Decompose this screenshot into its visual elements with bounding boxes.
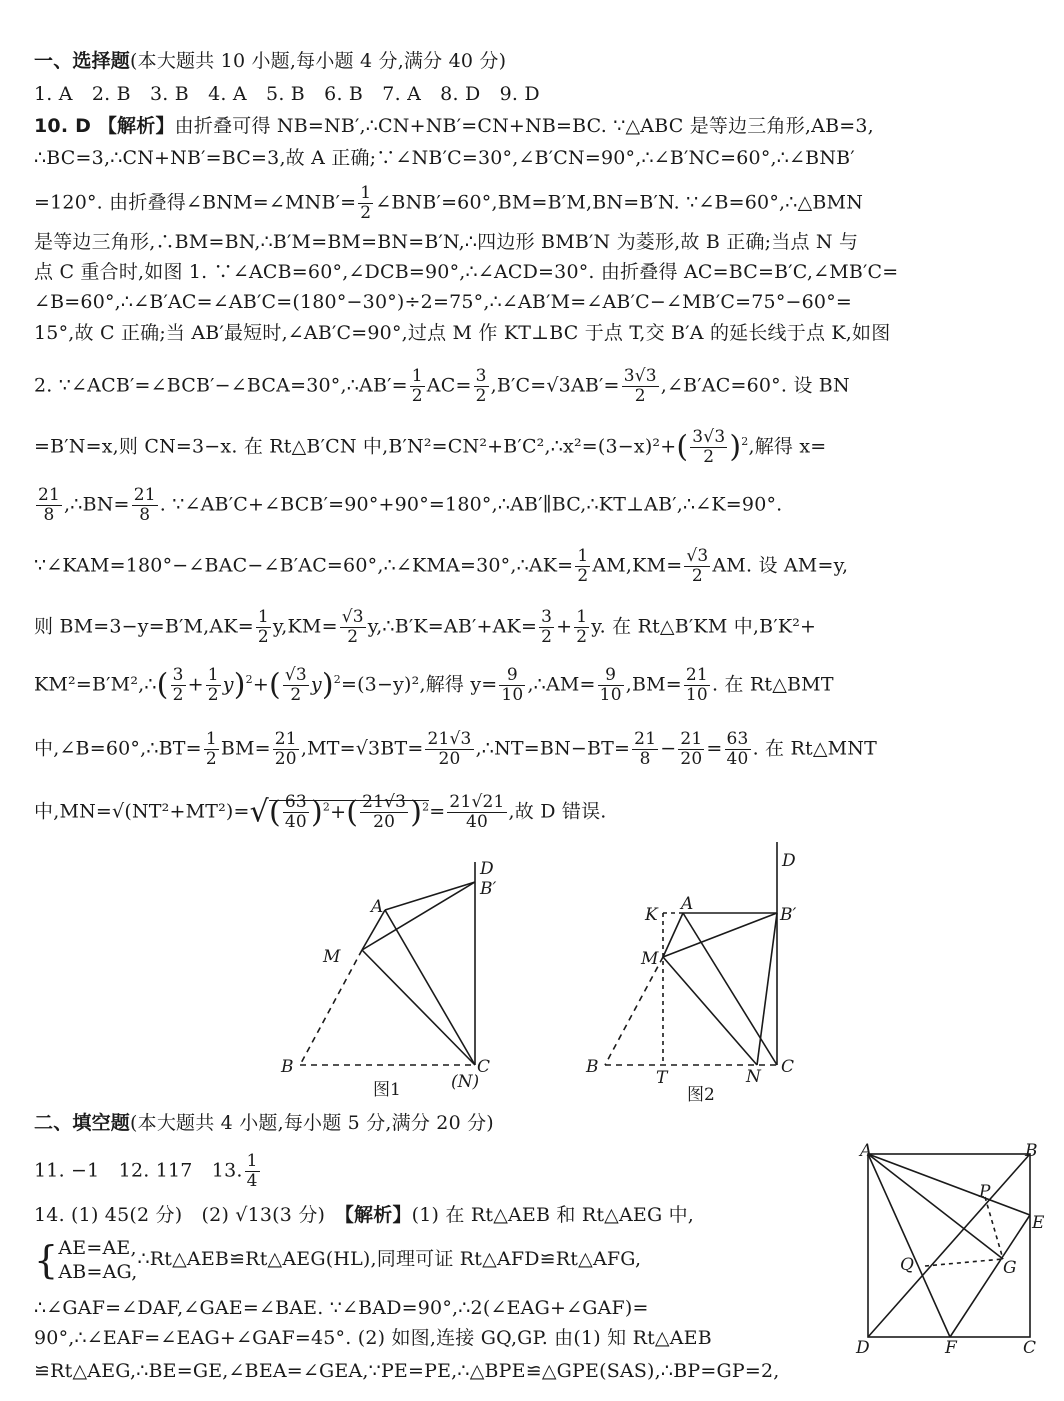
q10-line-5: 点 C 重合时,如图 1. ∵∠ACB=60°,∠DCB=90°,∴∠ACD=30°. 由折叠得 AC=BC=B′C,∠MB′C= bbox=[34, 261, 899, 283]
fig3-label-F: F bbox=[945, 1338, 957, 1355]
section1-title: 一、选择题 bbox=[34, 50, 131, 72]
fig1-label-B-prime: B′ bbox=[480, 879, 497, 899]
fig1-caption: 图1 bbox=[373, 1080, 401, 1100]
fig3-label-C: C bbox=[1023, 1338, 1037, 1355]
q14-line-4: 90°,∴∠EAF=∠EAG+∠GAF=45°. (2) 如图,连接 GQ,GP. 由(1) 知 Rt△AEB bbox=[34, 1327, 712, 1349]
fig3-label-A: A bbox=[860, 1141, 873, 1161]
section2-header bbox=[34, 1110, 1046, 1136]
q10-line-2: ∴BC=3,∴CN+NB′=BC=3,故 A 正确;∵∠NB′C=30°,∠B′CN=90°,∴∠B′NC=60°,∴∠BNB′ bbox=[34, 147, 855, 169]
q10-line-12: 则 BM=3−y=B′M,AK= $\frac{1}{2}$ y,KM= $\frac{√3}{2}$ y,∴B′K=AB′+AK= $\frac{3}{2}$ + $\frac{1}{2}$ y. 在 Rt△B′KM 中,B′K²+ bbox=[34, 607, 817, 647]
fig3-label-B: B bbox=[1025, 1141, 1038, 1161]
figure-2 bbox=[575, 840, 835, 1105]
fig2-label-T: T bbox=[656, 1068, 668, 1088]
fig2-caption: 图2 bbox=[687, 1085, 715, 1105]
q14-line-5: ≌Rt△AEG,∴BE=GE,∠BEA=∠GEA,∵PE=PE,∴△BPE≌△GPE(SAS),∴BP=GP=2, bbox=[34, 1360, 780, 1382]
fig1-label-N: (N) bbox=[451, 1072, 480, 1092]
fig2-label-C: C bbox=[781, 1057, 795, 1077]
figure-3 bbox=[855, 1140, 1060, 1355]
fig2-label-M: M bbox=[641, 949, 659, 969]
fig1-label-A: A bbox=[371, 897, 384, 917]
section1-header bbox=[34, 48, 1046, 74]
section2-note: (本大题共 4 小题,每小题 5 分,满分 20 分) bbox=[130, 1112, 494, 1134]
section1-note: (本大题共 10 小题,每小题 4 分,满分 40 分) bbox=[130, 50, 507, 72]
fig3-label-E: E bbox=[1032, 1213, 1045, 1233]
section1-answers: 1. A 2. B 3. B 4. A 5. B 6. B 7. A 8. D 9. D bbox=[34, 83, 540, 105]
fig2-label-K: K bbox=[645, 905, 658, 925]
q10-line-10: $\frac{21}{8}$ ,∴BN= $\frac{21}{8}$ . ∵∠AB′C+∠BCB′=90°+90°=180°,∴AB′∥BC,∴KT⊥AB′,∴∠K=90°. bbox=[38, 485, 783, 525]
fig2-label-A: A bbox=[681, 894, 694, 914]
figure-1 bbox=[270, 850, 520, 1105]
fig3-label-P: P bbox=[979, 1182, 991, 1202]
q14-line-3: ∴∠GAF=∠DAF,∠GAE=∠BAE. ∵∠BAD=90°,∴2(∠EAG+∠GAF)= bbox=[34, 1297, 649, 1319]
fig3-label-D: D bbox=[856, 1338, 870, 1355]
q10-label: 10. D 【解析】 bbox=[34, 115, 175, 137]
fig2-label-B: B bbox=[586, 1057, 599, 1077]
q10-line-6: ∠B=60°,∴∠B′AC=∠AB′C=(180°−30°)÷2=75°,∴∠AB′M=∠AB′C−∠MB′C=75°−60°= bbox=[34, 291, 853, 313]
q10-line-8: 2. ∵∠ACB′=∠BCB′−∠BCA=30°,∴AB′= $\frac{1}{2}$ AC= $\frac{3}{2}$ ,B′C=√3AB′= $\frac{3√3}{2}$ ,∠B′AC=60°. 设 BN bbox=[34, 366, 850, 406]
section2-title: 二、填空题 bbox=[34, 1112, 131, 1134]
fig3-label-Q: Q bbox=[900, 1255, 914, 1275]
q10-line-4: 是等边三角形,∴BM=BN,∴B′M=BM=BN=B′N,∴四边形 BMB′N 为菱形,故 B 正确;当点 N 与 bbox=[34, 231, 859, 253]
q10-line-13: KM²=B′M²,∴( $\frac{3}{2}$ + $\frac{1}{2}$ y)$^2$+( $\frac{√3}{2}$ y)$^2$=(3−y)²,解得 y= $\frac{9}{10}$ ,∴AM= $\frac{9}{10}$ ,BM= $\frac{21}{10}$ . 在 Rt△BMT bbox=[34, 665, 834, 705]
q14-line-2: { AE=AE, AB=AG, ∴Rt△AEB≌Rt△AEG(HL),同理可证 Rt△AFD≌Rt△AFG, bbox=[34, 1237, 642, 1283]
fig2-label-N: N bbox=[746, 1067, 761, 1087]
q10-line-11: ∵∠KAM=180°−∠BAC−∠B′AC=60°,∴∠KMA=30°,∴AK= $\frac{1}{2}$ AM,KM= $\frac{√3}{2}$ AM. 设 AM=y, bbox=[34, 546, 849, 586]
q10-line-14: 中,∠B=60°,∴BT= $\frac{1}{2}$ BM= $\frac{21}{20}$ ,MT=√3BT= $\frac{21√3}{20}$ ,∴NT=BN−BT= $\frac{21}{8}$ − $\frac{21}{20}$ = $\frac{63}{40}$ . 在 Rt△MNT bbox=[34, 729, 877, 769]
q10-line-9: =B′N=x,则 CN=3−x. 在 Rt△B′CN 中,B′N²=CN²+B′C²,∴x²=(3−x)²+( $\frac{3√3}{2}$ )$^2$,解得 x= bbox=[34, 427, 827, 467]
q10-line-3: =120°. 由折叠得∠BNM=∠MNB′= $\frac{1}{2}$ ∠BNB′=60°,BM=B′M,BN=B′N. ∵∠B=60°,∴△BMN bbox=[34, 183, 864, 223]
fig3-label-G: G bbox=[1003, 1258, 1017, 1278]
fig2-label-B-prime: B′ bbox=[780, 905, 797, 925]
fig1-label-M: M bbox=[323, 947, 341, 967]
fig1-label-C: C bbox=[477, 1057, 491, 1077]
q14-line-1: 14. (1) 45(2 分) (2) √13(3 分) 【解析】(1) 在 Rt△AEB 和 Rt△AEG 中, bbox=[34, 1204, 695, 1226]
fig2-label-D: D bbox=[782, 851, 796, 871]
section2-answers: 11. −1 12. 117 13. $\frac{1}{4}$ bbox=[34, 1151, 258, 1191]
q10-line-1: 10. D 【解析】由折叠可得 NB=NB′,∴CN+NB′=CN+NB=BC. ∵△ABC 是等边三角形,AB=3, bbox=[34, 115, 874, 137]
q10-line-15: 中,MN=√(NT²+MT²)=√( $\frac{63}{40}$ )$^2$+( $\frac{21√3}{20}$ )$^2$= $\frac{21√21}{40}$ ,故 D 错误. bbox=[34, 792, 607, 832]
fig1-label-B: B bbox=[281, 1057, 294, 1077]
fig1-label-D: D bbox=[480, 859, 494, 879]
q10-line-7: 15°,故 C 正确;当 AB′最短时,∠AB′C=90°,过点 M 作 KT⊥BC 于点 T,交 B′A 的延长线于点 K,如图 bbox=[34, 322, 891, 344]
